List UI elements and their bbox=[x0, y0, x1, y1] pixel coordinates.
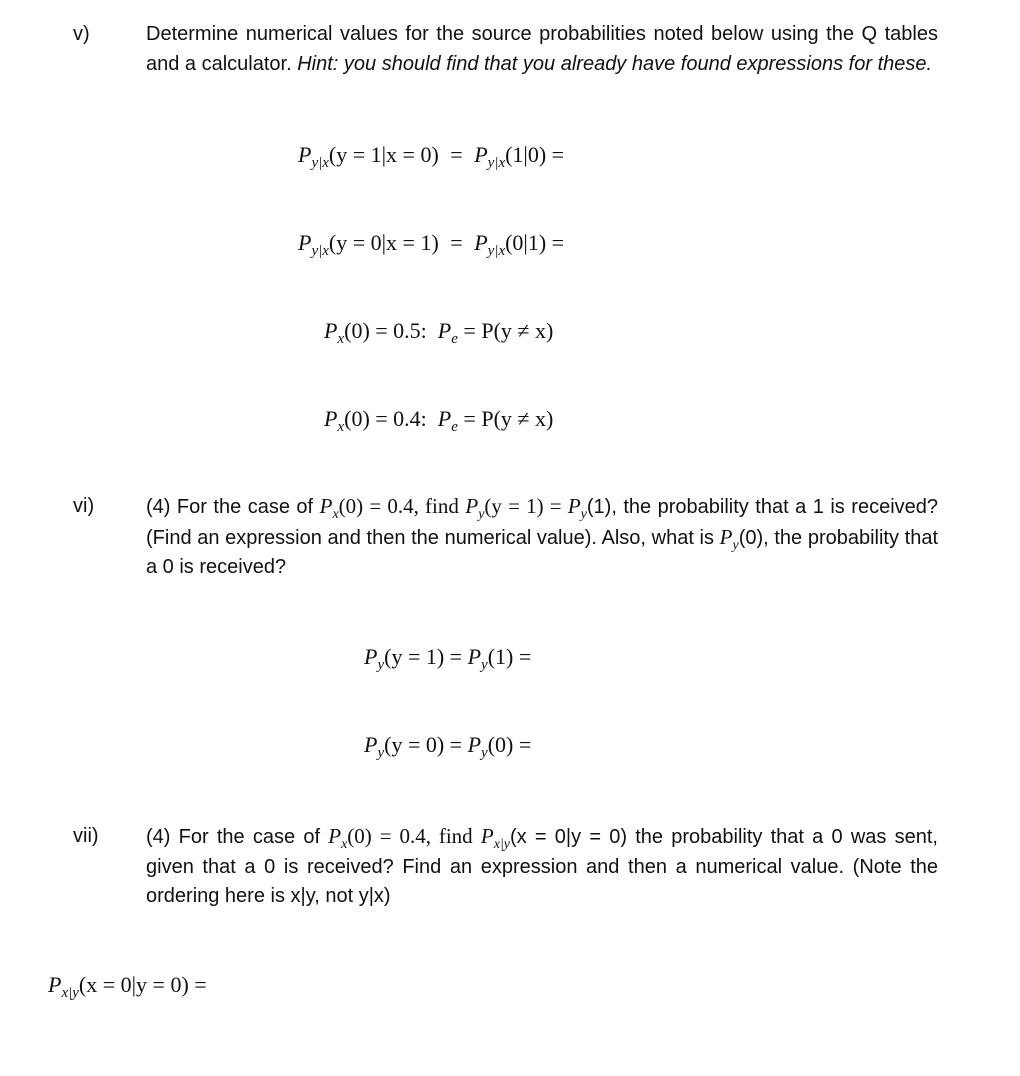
section-vi-text: (4) For the case of $P_x(0) = 0.4$, find $P_y(y = 1) = P_y(1)$, the probability that a 1 is received? (Find an expression and then the numerical value). Also, what is $P_y(0)$, the probability that a 0 is received? bbox=[146, 494, 939, 578]
eq-v2-part1: (y = 0|x = 1) bbox=[328, 230, 439, 255]
equation-v-1: $P_{y|x}(y = 1|x = 0) = P_{y|x}(1|0)$ = bbox=[298, 142, 565, 171]
section-vii-text: (4) For the case of $P_x(0) = 0.4$, find $P_{x|y}(x = 0|y = 0)$ the probability that a 0 was sent, given that a 0 is received? Find an expression and then a numerical value. (Note the ordering here is x|y, not y|x) bbox=[146, 824, 938, 907]
eq-v2-part2: (0|1) = bbox=[505, 230, 565, 255]
equation-vi-2: $P_y(y = 0) = P_y(0)$ = bbox=[364, 732, 532, 761]
equation-v-2: $P_{y|x}(y = 0|x = 1) = P_{y|x}(0|1)$ = bbox=[298, 230, 565, 259]
equation-v-4: $P_x(0) = 0.4$: $P_e = P(y \ne x)$ bbox=[324, 406, 554, 435]
equation-vii: $P_{x|y}(x = 0|y = 0)$ = bbox=[48, 972, 207, 1001]
section-v-text bbox=[146, 20, 938, 79]
section-v-instruction: Determine numerical values for the source probabilities noted below using the Q tables and a calculator. bbox=[146, 23, 938, 75]
section-v-hint: Hint: you should find that you already have found expressions for these. bbox=[297, 52, 933, 75]
equation-v-3: $P_x(0) = 0.5$: $P_e = P(y \ne x)$ bbox=[324, 318, 554, 347]
eq-v1-part1: (y = 1|x = 0) bbox=[328, 142, 439, 167]
eq-v3-px: (0) = 0.5: bbox=[344, 318, 427, 343]
eq-v4-px: (0) = 0.4: bbox=[344, 406, 427, 431]
equation-vi-1: $P_y(y = 1) = P_y(1)$ = bbox=[364, 644, 532, 673]
section-vi-label: vi) bbox=[73, 495, 95, 517]
eq-v4-pe: = P(y ≠ x) bbox=[463, 406, 554, 431]
section-vii-label: vii) bbox=[73, 825, 99, 847]
eq-v3-pe: = P(y ≠ x) bbox=[463, 318, 554, 343]
eq-v1-part2: (1|0) = bbox=[505, 142, 565, 167]
section-v-label: v) bbox=[73, 23, 90, 45]
